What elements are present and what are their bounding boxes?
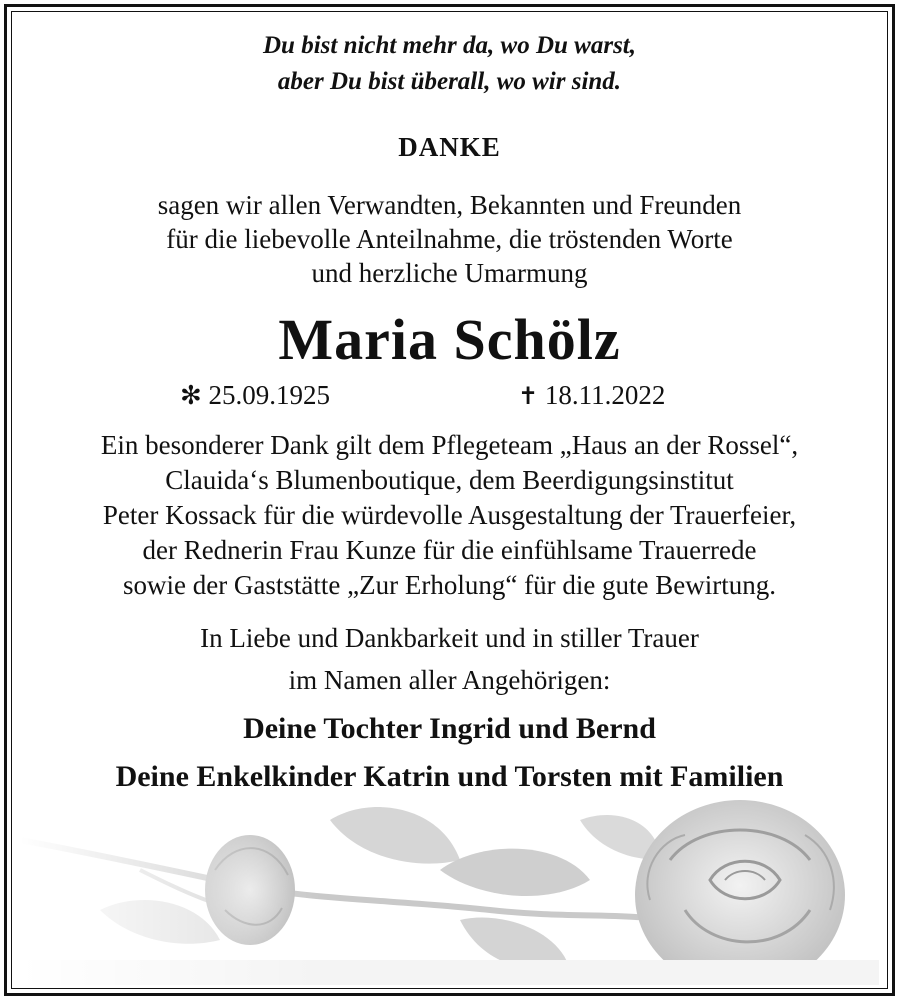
motto-line-2: aber Du bist überall, wo wir sind. [277, 68, 622, 95]
intro-line-3: und herzliche Umarmung [311, 258, 588, 288]
rose-illustration [20, 800, 879, 985]
birth-date: 25.09.1925 [208, 380, 331, 410]
danke-heading: DANKE [398, 132, 501, 162]
thanks-line-4: der Rednerin Frau Kunze für die einfühlsame Trauerrede [142, 535, 757, 565]
thanks-line-3: Peter Kossack für die würdevolle Ausgestaltung der Trauerfeier, [102, 500, 797, 530]
signature-line-1: Deine Tochter Ingrid und Bernd [243, 712, 656, 745]
intro-line-2: für die liebevolle Anteilnahme, die tröstenden Worte [166, 224, 733, 254]
intro-line-1: sagen wir allen Verwandten, Bekannten und Freunden [157, 190, 742, 220]
death-date-group [518, 380, 665, 411]
closing-line-2: im Namen aller Angehörigen: [288, 665, 611, 695]
thanks-line-5: sowie der Gaststätte „Zur Erholung“ für die gute Bewirtung. [122, 570, 777, 600]
thanks-line-2: Clauida‘s Blumenboutique, dem Beerdigungsinstitut [165, 465, 734, 495]
signature-line-2: Deine Enkelkinder Katrin und Torsten mit Familien [115, 760, 784, 793]
cross-death-icon: ✝ [518, 384, 539, 410]
deceased-name: Maria Schölz [278, 307, 621, 372]
death-date: 18.11.2022 [544, 380, 666, 410]
birth-date-group [180, 380, 330, 411]
closing-line-1: In Liebe und Dankbarkeit und in stiller Trauer [200, 623, 699, 653]
motto-line-1: Du bist nicht mehr da, wo Du warst, [262, 32, 636, 59]
thanks-line-1: Ein besonderer Dank gilt dem Pflegeteam „Haus an der Rossel“, [100, 430, 799, 460]
star-birth-icon: ✻ [180, 381, 202, 410]
rose-icon [20, 800, 879, 985]
